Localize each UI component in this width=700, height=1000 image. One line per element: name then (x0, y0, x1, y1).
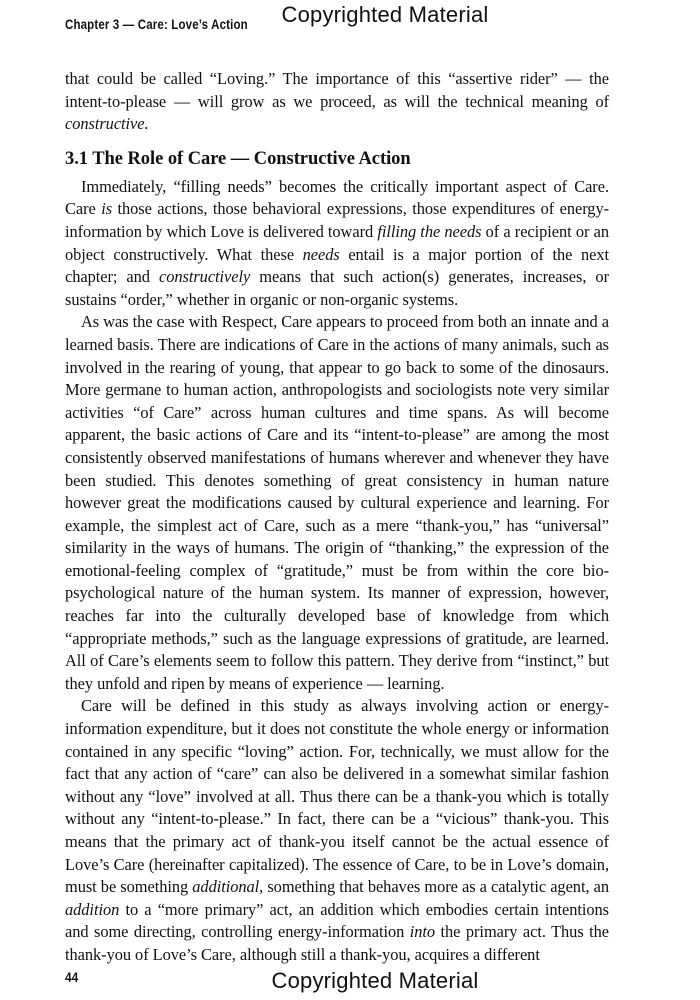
emphasis: constructively (159, 267, 251, 287)
page-number: 44 (65, 969, 79, 985)
text-run: to a “more primary” act, an addition which embodies certain intentions and some directing, controlling energy-information (65, 899, 609, 942)
text-run: Immediately, “filling needs” becomes the critically important aspect of Care. Care (65, 176, 609, 219)
body-text (65, 68, 609, 967)
emphasis: addition (65, 899, 120, 919)
copyright-watermark-top: Copyrighted Material (281, 2, 489, 27)
emphasis: additional, (192, 877, 264, 897)
paragraph-1 (65, 176, 609, 312)
intro-paragraph (65, 68, 609, 136)
text-run: Care will be defined in this study as always involving action or energy-information expenditure, but it does not constitute the whole energy or information contained in any specific “loving” action. For, technically, we must allow for the fact that any action of “care” can also be delivered in a somewhat similar fashion without any “love” involved at all. Thus there can be a thank-you which is totally without any “intent-to-please.” In fact, there can be a “vicious” thank-you. This means that the primary act of thank-you itself cannot be the actual essence of Love’s Care (hereinafter capitalized). The essence of Care, to be in Love’s domain, must be something (65, 696, 609, 897)
paragraph-2: As was the case with Respect, Care appears to proceed from both an innate and a learned basis. There are indications of Care in the actions of many animals, such as involved in the rearing of young, that appear to go back to some of the dinosaurs. More germane to human action, anthropologists and sociologists note very similar activities “of Care” across human cultures and time spans. As will become apparent, the basic actions of Care and its “intent-to-please” are among the most consistently observed manifestations of humans wherever and whenever they have been studied. This denotes something of great consistency in human nature however great the modifications caused by cultural experience and learning. For example, the simplest act of Care, such as a mere “thank-you,” has “universal” similarity in the ways of humans. The origin of “thanking,” the expression of the emotional-feeling complex of “gratitude,” must be from within the core bio-psychological nature of the human system. Its manner of expression, however, reaches far into the culturally developed base of knowledge from which “appropriate methods,” such as the language expressions of gratitude, are learned. All of Care’s elements seem to follow this pattern. They derive from “instinct,” but they unfold and ripen by means of experience — learning. (65, 312, 609, 693)
text-run: those actions, those behavioral expressions, those expenditures of energy-information by which Love is delivered toward (65, 199, 609, 241)
emphasis: filling the needs (377, 221, 482, 241)
emphasis: is (101, 199, 113, 219)
text-run: something that behaves more as a catalytic agent, an (263, 877, 609, 897)
emphasis: constructive. (65, 114, 149, 134)
text-run: means that such action(s) generates, increases, or sustains “order,” whether in organic or non-organic systems. (65, 267, 609, 309)
paragraph-3 (65, 695, 609, 966)
text-run: that could be called “Loving.” The importance of this “assertive rider” — the intent-to-please — will grow as we proceed, as will the technical meaning of (65, 69, 609, 111)
section-heading: 3.1 The Role of Care — Constructive Action (65, 148, 411, 169)
text-run: the primary act. Thus the thank-you of Love’s Care, although still a thank-you, acquires a different (65, 922, 609, 964)
emphasis: needs (302, 244, 340, 264)
running-head: Chapter 3 — Care: Love’s Action (65, 16, 248, 32)
copyright-watermark-bottom: Copyrighted Material (271, 968, 479, 993)
text-run: entail is a major portion of the next chapter; and (65, 244, 609, 287)
emphasis: into (409, 922, 436, 942)
text-run: of a recipient or an object constructively. What these (65, 221, 609, 264)
